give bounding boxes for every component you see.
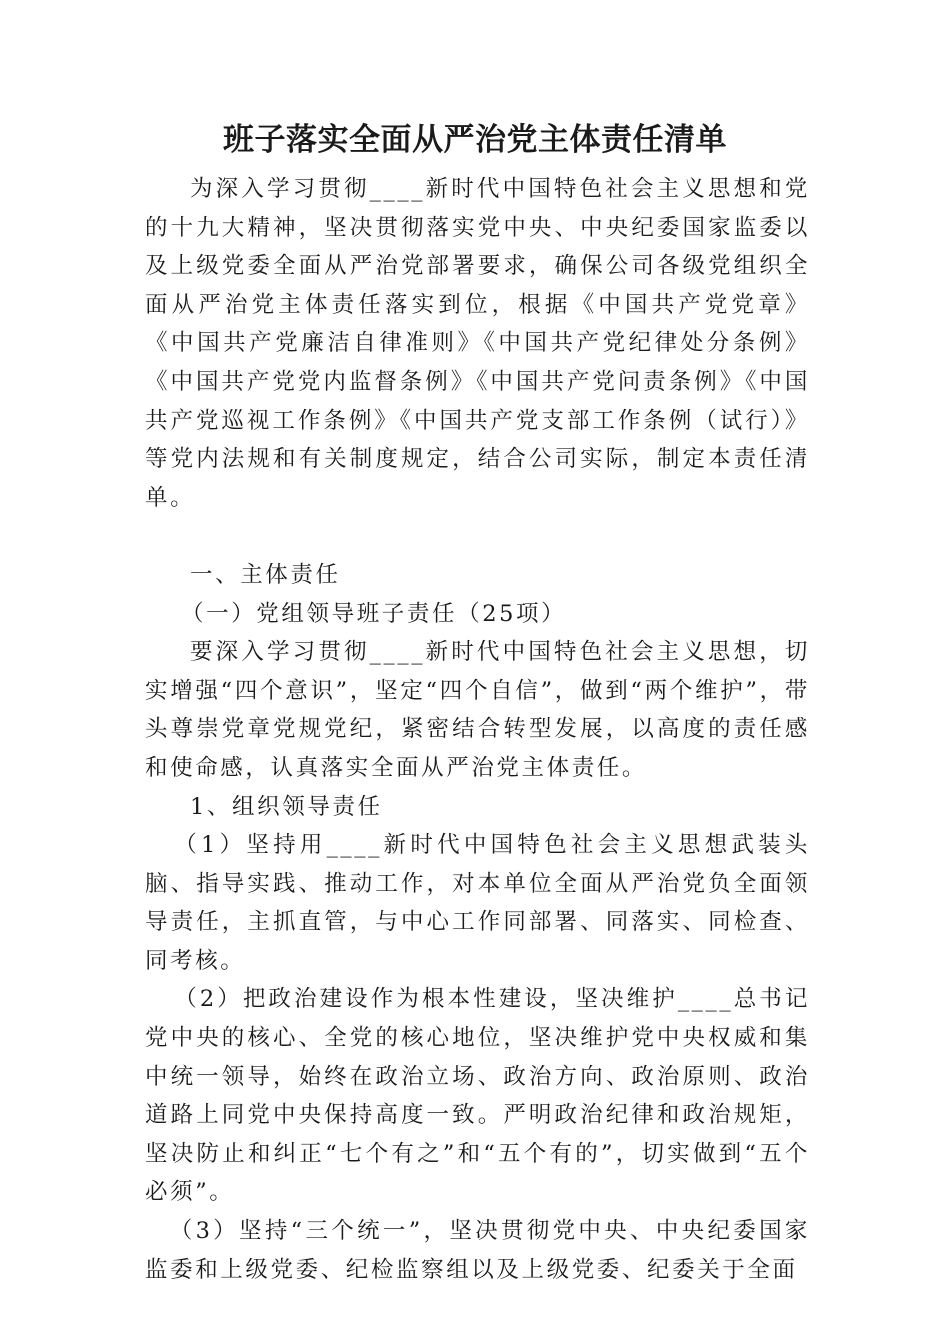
section-heading: 一、主体责任	[190, 561, 341, 588]
subsection-heading: （一）党组领导班子责任（25项）	[181, 600, 567, 627]
subsection-intro-paragraph: 要深入学习贯彻____新时代中国特色社会主义思想，切实增强“四个意识”，坚定“四个自信”，做到“两个维护”，带头尊崇党章党规党纪，紧密结合转型发展，以高度的责任感和使命感，认真落实全面从严治党主体责任。	[145, 639, 810, 781]
document-title: 班子落实全面从严治党主体责任清单	[223, 122, 727, 158]
list-item: （2）把政治建设作为根本性建设，坚决维护____总书记党中央的核心、全党的核心地位，坚决维护党中央权威和集中统一领导，始终在政治立场、政治方向、政治原则、政治道路上同党中央保持高度一致。严明政治纪律和政治规矩，坚决防止和纠正“七个有之”和“五个有的”，切实做到“五个必须”。	[145, 986, 810, 1206]
item-heading: 1、组织领导责任	[190, 793, 383, 820]
document-body	[145, 170, 810, 1289]
intro-paragraph: 为深入学习贯彻____新时代中国特色社会主义思想和党的十九大精神，坚决贯彻落实党中央、中央纪委国家监委以及上级党委全面从严治党部署要求，确保公司各级党组织全面从严治党主体责任落实到位，根据《中国共产党党章》《中国共产党廉洁自律准则》《中国共产党纪律处分条例》《中国共产党党内监督条例》《中国共产党问责条例》《中国共产党巡视工作条例》《中国共产党支部工作条例（试行）》等党内法规和有关制度规定，结合公司实际，制定本责任清单。	[145, 176, 810, 511]
list-item: （3）坚持“三个统一”，坚决贯彻党中央、中央纪委国家监委和上级党委、纪检监察组以及上级党委、纪委关于全面	[145, 1218, 810, 1283]
paragraph-spacer	[145, 517, 810, 556]
list-item: （1）坚持用____新时代中国特色社会主义思想武装头脑、指导实践、推动工作，对本单位全面从严治党负全面领导责任，主抓直管，与中心工作同部署、同落实、同检查、同考核。	[145, 832, 810, 974]
